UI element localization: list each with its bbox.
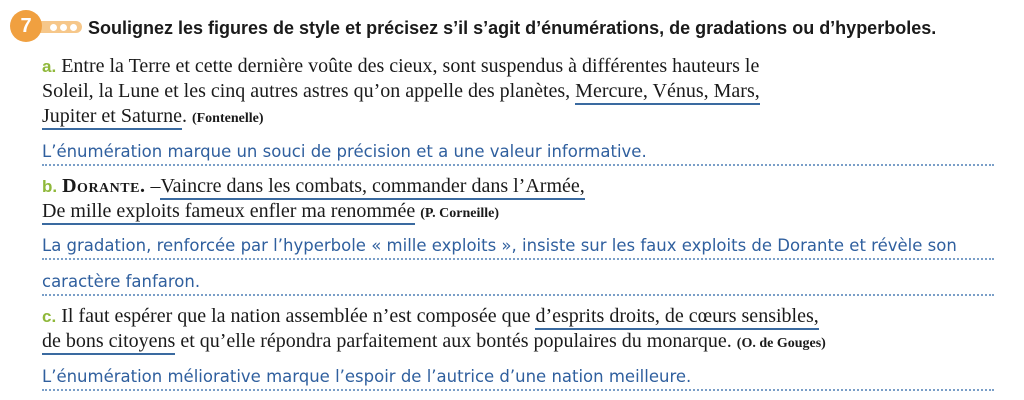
item-b-line-1: [42, 175, 585, 198]
text-segment: .: [181, 105, 187, 127]
badge-dot-icon: [50, 24, 57, 31]
item-letter: c.: [42, 307, 57, 326]
answer-line[interactable]: [42, 234, 994, 260]
underlined-figure: Mercure, Vénus, Mars,: [575, 80, 760, 105]
item-c-line-2: [42, 330, 826, 353]
badge-dot-icon: [60, 24, 67, 31]
author-credit: (Fontenelle): [191, 111, 264, 126]
text-segment: Entre la Terre et cette dernière voûte des cieux, sont suspendus à différentes hauteurs le: [61, 55, 760, 77]
item-b-line-2: [42, 200, 499, 223]
exercise-number: 7: [10, 10, 42, 42]
author-credit: (P. Corneille): [420, 206, 500, 221]
item-a-line-2: [42, 80, 760, 103]
item-letter: a.: [42, 57, 57, 76]
text-segment: et qu’elle répondra parfaitement aux bontés populaires du monarque.: [180, 330, 732, 352]
answer-line[interactable]: [42, 365, 994, 391]
text-segment: Il faut espérer que la nation assemblée n’est composée que: [61, 305, 531, 327]
character-name: Dorante.: [62, 175, 146, 197]
underlined-figure: d’esprits droits, de cœurs sensibles,: [535, 305, 818, 330]
text-segment: Soleil, la Lune et les cinq autres astres qu’on appelle des planètes,: [42, 80, 571, 102]
answer-text: caractère fanfaron.: [42, 272, 201, 291]
item-a-line-3: [42, 105, 264, 128]
underlined-figure: De mille exploits fameux enfler ma renommée: [42, 200, 415, 225]
dialogue-dash: –: [150, 175, 161, 197]
item-letter: b.: [42, 177, 58, 196]
author-credit: (O. de Gouges): [736, 336, 826, 351]
item-a-line-1: [42, 55, 759, 78]
answer-line[interactable]: [42, 140, 994, 166]
badge-dot-icon: [70, 24, 77, 31]
answer-text: L’énumération méliorative marque l’espoir de l’autrice d’une nation meilleure.: [42, 367, 692, 386]
item-c-line-1: [42, 305, 819, 328]
underlined-figure: Jupiter et Saturne: [42, 105, 182, 130]
answer-line[interactable]: [42, 270, 994, 296]
underlined-figure: de bons citoyens: [42, 330, 175, 355]
answer-text: La gradation, renforcée par l’hyperbole « mille exploits », insiste sur les faux exploits de Dorante et révèle son: [42, 236, 957, 255]
underlined-figure: Vaincre dans les combats, commander dans l’Armée,: [160, 175, 584, 200]
exercise-number-badge: [10, 10, 84, 44]
exercise-instruction: Soulignez les figures de style et précisez s’il s’agit d’énumérations, de gradations ou d’hyperboles.: [88, 18, 937, 38]
answer-text: L’énumération marque un souci de précision et a une valeur informative.: [42, 142, 647, 161]
